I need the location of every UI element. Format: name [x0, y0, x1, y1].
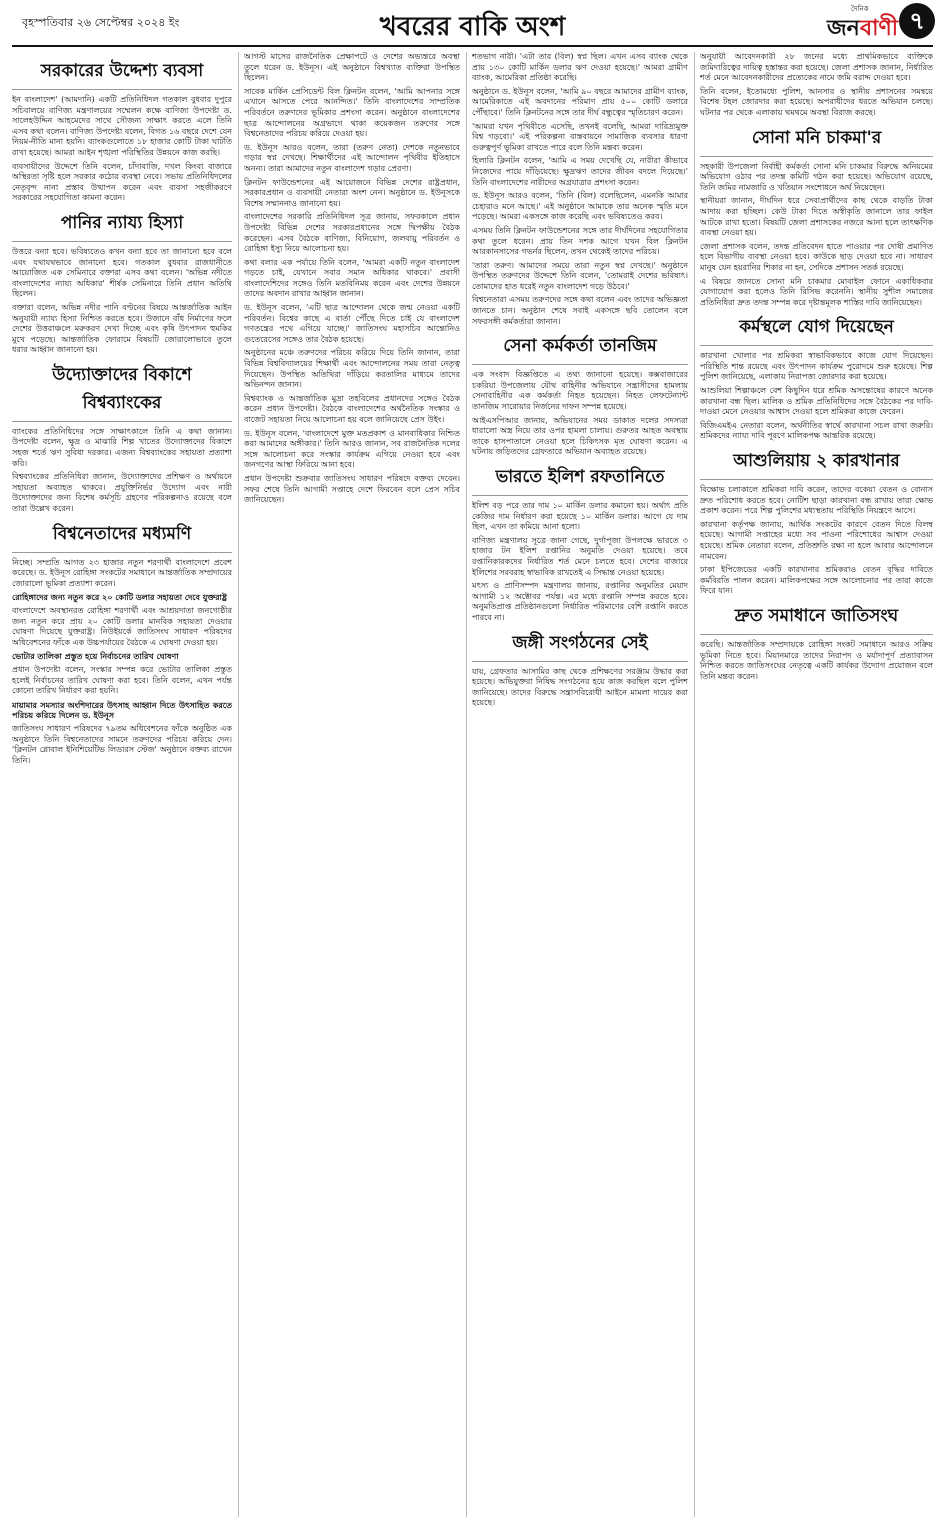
article-paragraph: ড. ইউনূস আরও বলেন, তারা (তরুণ নেতা) দেশকে নতুনভাবে গড়ার স্বপ্ন দেখছে। শিক্ষার্থীদের এই আন্দোলন পৃথিবীর ইতিহাসে অনন্য। তারা আমাদের নতুন বাংলাদেশ গড়ার প্রেরণা। — [244, 142, 460, 173]
column-1 — [12, 52, 232, 1517]
headline-ashulia-factories: আশুলিয়ায় ২ কারখানার — [700, 448, 933, 480]
article-paragraph: এ বিষয়ে জানতে সোনা মনি চাকমার মোবাইল ফোনে একাধিকবার যোগাযোগ করা হলেও তিনি রিসিভ করেননি। স্থানীয় সুশীল সমাজের প্রতিনিধিরা দ্রুত তদন্ত সম্পন্ন করে দৃষ্টান্তমূলক শাস্তির দাবি জানিয়েছেন। — [700, 276, 933, 307]
article-paragraph: বিশ্বব্যাংকের প্রতিনিধিরা জানান, উদ্যোক্তাদের প্রশিক্ষণ ও অর্থায়নে সহায়তা অব্যাহত থাকবে। প্রযুক্তিনির্ভর উদ্যোগ এবং নারী উদ্যোক্তাদের জন্য বিশেষ কর্মসূচি গ্রহণের পরিকল্পনাও রয়েছে বলে তারা উল্লেখ করেন। — [12, 472, 232, 514]
article-paragraph: ড. ইউনূস বলেন, 'বাংলাদেশে মুক্ত মতপ্রকাশ ও মানবাধিকার নিশ্চিত করা আমাদের অঙ্গীকার।' তিনি আরও জানান, সব রাজনৈতিক দলের সঙ্গে আলোচনা করে সংস্কার কার্যক্রম এগিয়ে নেওয়া হবে এবং জনগণের আস্থা ফিরিয়ে আনা হবে। — [244, 428, 460, 470]
article-paragraph: প্রধান উপদেষ্টা বলেন, সংস্কার সম্পন্ন করে ভোটার তালিকা প্রস্তুত হলেই নির্বাচনের তারিখ ঘোষণা করা হবে। তিনি বলেন, এখন পর্যন্ত কোনো তারিখ নির্ধারণ করা হয়নি। — [12, 664, 232, 696]
article-paragraph: তিনি বলেন, ইতোমধ্যে পুলিশ, আনসার ও স্থানীয় প্রশাসনের সমন্বয়ে বিশেষ টহল জোরদার করা হয়েছে। অপরাধীদের ধরতে অভিযান চলছে। ঘটনার পর থেকে এলাকায় থমথমে অবস্থা বিরাজ করছে। — [700, 86, 933, 117]
article-paragraph: আশুলিয়া শিল্পাঞ্চলে বেশ কিছুদিন ধরে শ্রমিক অসন্তোষের কারণে অনেক কারখানা বন্ধ ছিল। মালিক ও শ্রমিক প্রতিনিধিদের সঙ্গে বৈঠকের পর দাবি-দাওয়া মেনে নেওয়ার আশ্বাস দেওয়া হলে শ্রমিকরা কাজে ফেরেন। — [700, 386, 933, 417]
column-divider — [238, 52, 239, 1517]
newspaper-logo — [823, 2, 935, 42]
article-paragraph: বাংলাদেশে অবস্থানরত রোহিঙ্গা শরণার্থী এবং আশ্রয়দাতা জনগোষ্ঠীর জন্য নতুন করে প্রায় ২০ কোটি ডলার মানবিক সহায়তা দেওয়ার ঘোষণা দিয়েছে যুক্তরাষ্ট্র। নিউইয়র্কে জাতিসংঘ সাধারণ পরিষদের অধিবেশনের ফাঁকে এক উচ্চপর্যায়ের বৈঠকে এ ঘোষণা দেওয়া হয়। — [12, 606, 232, 647]
article-paragraph: বক্তারা বলেন, অভিন্ন নদীর পানি বণ্টনের বিষয়ে আন্তর্জাতিক আইন অনুযায়ী ন্যায্য হিস্যা নিশ্চিত করতে হবে। উজানে বাঁধ নির্মাণের ফলে দেশের উত্তরাঞ্চলে মরুকরণ দেখা দিচ্ছে এবং কৃষি উৎপাদন হুমকির মুখে পড়েছে। আন্তর্জাতিক ফোরামে বিষয়টি জোরালোভাবে তুলে ধরার আহ্বান জানানো হয়। — [12, 302, 232, 355]
logo-tagline: দৈনিক — [851, 5, 869, 13]
article-paragraph: বিজিএমইএ নেতারা বলেন, অর্থনীতির স্বার্থে কারখানা সচল রাখা জরুরি। শ্রমিকদের ন্যায্য দাবি পূরণে মালিকপক্ষ আন্তরিক রয়েছে। — [700, 420, 933, 441]
headline-entrepreneurs-worldbank: উদ্যোক্তাদের বিকাশে বিশ্বব্যাংকের — [12, 362, 232, 422]
article-paragraph: কথা বলার এক পর্যায়ে তিনি বলেন, 'আমরা একটি নতুন বাংলাদেশ গড়তে চাই, যেখানে সবার সমান অধিকার থাকবে।' প্রবাসী বাংলাদেশিদের সঙ্গেও তিনি মতবিনিময় করেন এবং দেশের উন্নয়নে তাদের অবদান রাখার আহ্বান জানান। — [244, 257, 460, 299]
article-paragraph: আগস্ট মাসের রাজনৈতিক প্রেক্ষাপটে ও দেশের অভ্যন্তরে অবস্থা তুলে ধরেন ড. ইউনূস। এই অনুষ্ঠানে বিশ্বখ্যাত ব্যক্তিরা উপস্থিত ছিলেন। — [244, 52, 460, 83]
article-paragraph: বাংলাদেশের সরকারি প্রতিনিধিদল সূত্র জানায়, সফরকালে প্রধান উপদেষ্টা বিভিন্ন দেশের সরকারপ্রধানের সঙ্গে দ্বিপক্ষীয় বৈঠক করেছেন। এসব বৈঠকে বাণিজ্য, বিনিয়োগ, জলবায়ু পরিবর্তন ও রোহিঙ্গা ইস্যু নিয়ে আলোচনা হয়। — [244, 212, 460, 254]
article-paragraph: নিচ্ছে। সম্প্রতি আগত ২৩ হাজার নতুন শরণার্থী বাংলাদেশে প্রবেশ করেছে। ড. ইউনূস রোহিঙ্গা সংকটের সমাধানে আন্তর্জাতিক সম্প্রদায়ের জোরালো ভূমিকা প্রত্যাশা করেন। — [12, 557, 232, 588]
article-paragraph: ক্লিনটন ফাউন্ডেশনের এই আয়োজনে বিভিন্ন দেশের রাষ্ট্রপ্রধান, সরকারপ্রধান ও ব্যবসায়ী নেতারা অংশ নেন। অনুষ্ঠানে ড. ইউনূসকে বিশেষ সম্মাননাও জানানো হয়। — [244, 177, 460, 208]
article-paragraph: জেলা প্রশাসক বলেন, তদন্ত প্রতিবেদন হাতে পাওয়ার পর দোষী প্রমাণিত হলে বিভাগীয় ব্যবস্থা নেওয়া হবে। কাউকে ছাড় দেওয়া হবে না। সাধারণ মানুষ যেন হয়রানির শিকার না হন, সেদিকে প্রশাসন সতর্ক রয়েছে। — [700, 241, 933, 272]
logo-wordmark — [827, 11, 898, 48]
issue-date: বৃহস্পতিবার ২৬ সেপ্টেম্বর ২০২৪ ইং — [22, 16, 180, 29]
article-paragraph: ড. ইউনূস বলেন, 'এটি ছাত্র আন্দোলন থেকে জন্ম নেওয়া একটি পরিবর্তন। বিশ্বের কাছে এ বার্তা পৌঁছে দিতে চাই যে বাংলাদেশ গণতন্ত্রের পথে এগিয়ে যাচ্ছে।' জাতিসংঘ মহাসচিব আন্তোনিও গুতেরেসের সঙ্গেও তার বৈঠক হয়েছে। — [244, 303, 460, 344]
article-paragraph: যায়, গ্রেফতার আসামির কাছ থেকে প্রশিক্ষণের সরঞ্জাম উদ্ধার করা হয়েছে। অভিযুক্তরা নিষিদ্ধ সংগঠনের হয়ে কাজ করছিল বলে পুলিশ জানিয়েছে। তাদের বিরুদ্ধে সন্ত্রাসবিরোধী আইনে মামলা দায়ের করা হয়েছে। — [472, 666, 688, 708]
article-paragraph: কারখানা কর্তৃপক্ষ জানায়, আর্থিক সংকটের কারণে বেতন দিতে বিলম্ব হয়েছে। আগামী সপ্তাহের মধ্যে সব পাওনা পরিশোধের আশ্বাস দেওয়া হয়েছে। শ্রমিক নেতারা বলেন, প্রতিশ্রুতি রক্ষা না হলে আবার আন্দোলনে নামবেন। — [700, 519, 933, 561]
logo-right: বাণী — [859, 16, 899, 41]
article-paragraph: করেছি। আন্তর্জাতিক সম্প্রদায়কে রোহিঙ্গা সংকট সমাধানে আরও সক্রিয় ভূমিকা নিতে হবে। মিয়ানমারে তাদের নিরাপদ ও মর্যাদাপূর্ণ প্রত্যাবাসন নিশ্চিত করতে জাতিসংঘের নেতৃত্বে একটি কার্যকর উদ্যোগ প্রয়োজন বলে তিনি মন্তব্য করেন। — [700, 639, 933, 681]
column-4 — [700, 52, 933, 1517]
article-paragraph: সহকারী উপজেলা নির্বাহী কর্মকর্তা সোনা মনি চাকমার বিরুদ্ধে অনিয়মের অভিযোগ ওঠার পর তদন্ত কমিটি গঠন করা হয়েছে। অভিযোগ রয়েছে, তিনি জমির নামজারি ও খতিয়ান সংশোধনে অর্থ নিয়েছেন। — [700, 161, 933, 192]
page-number-badge: ৭ — [899, 3, 935, 39]
headline-business-purpose: সরকারের উদ্দেশ্য ব্যবসা — [12, 58, 232, 90]
headline-world-leaders: বিশ্বনেতাদের মধ্যমণি — [12, 521, 232, 553]
headline-joined-workplace: কর্মস্থলে যোগ দিয়েছেন — [700, 314, 933, 346]
article-paragraph: আইএসপিআর জানায়, অভিযানের সময় ডাকাত দলের সদস্যরা ধারালো অস্ত্র নিয়ে তার ওপর হামলা চালায়। গুরুতর আহত অবস্থায় তাকে হাসপাতালে নেওয়া হলে চিকিৎসক মৃত ঘোষণা করেন। এ ঘটনায় জড়িতদের গ্রেফতারে অভিযান অব্যাহত রয়েছে। — [472, 415, 688, 457]
article-paragraph: স্থানীয়রা জানান, দীর্ঘদিন ধরে সেবাপ্রার্থীদের কাছ থেকে বাড়তি টাকা আদায় করা হচ্ছিল। কেউ টাকা দিতে অস্বীকৃতি জানালে তার ফাইল আটকে রাখা হতো। বিষয়টি জেলা প্রশাসকের নজরে আনা হলে তাৎক্ষণিক ব্যবস্থা নেওয়া হয়। — [700, 196, 933, 238]
article-paragraph: অনুষ্ঠানে ড. ইউনূস বলেন, 'আমি ৯০ বছরে আমাদের গ্রামীণ ব্যাংক, আমেরিকাতে এই অবদানের পরিমাণ প্রায় ৫০০ কোটি ডলারে পৌঁছাবে।' তিনি ক্লিনটনের সঙ্গে তার দীর্ঘ বন্ধুত্বের স্মৃতিচারণ করেন। — [472, 86, 688, 117]
article-paragraph: অনুষ্ঠানের মঞ্চে তরুণদের পরিচয় করিয়ে দিয়ে তিনি জানান, তারা বিভিন্ন বিশ্ববিদ্যালয়ের শিক্ষার্থী এবং আন্দোলনের সময় তারা নেতৃত্ব দিয়েছেন। উপস্থিত অতিথিরা দাঁড়িয়ে করতালির মাধ্যমে তাদের অভিনন্দন জানান। — [244, 348, 460, 390]
headline-army-officer: সেনা কর্মকর্তা তানজিম — [472, 333, 688, 365]
subheading: রোহিঙ্গাদের জন্য নতুন করে ২০ কোটি ডলার সহায়তা দেবে যুক্তরাষ্ট্র — [12, 592, 227, 603]
headline-water-share: পানির ন্যায্য হিস্যা — [12, 210, 232, 242]
column-3 — [472, 52, 688, 1517]
article-paragraph: অনুযায়ী আবেদনকারী ২৮ জনের মধ্যে প্রাথমিকভাবে ব্যক্তিকে জমিদারিত্বের দায়িত্ব হস্তান্তর করা হয়েছে। জেলা প্রশাসক জানান, নির্ধারিত শর্ত মেনে আবেদনকারীদের প্রত্যেকের নামে জমি বরাদ্দ দেওয়া হবে। — [700, 52, 933, 83]
headline-sona-moni-chakma: সোনা মনি চাকমা'র — [700, 125, 933, 157]
section-title: খবরের বাকি অংশ — [379, 12, 566, 42]
article-paragraph: উত্তরে বন্যা হবে। ভবিষ্যতেও কখন বন্যা হবে তা জানানো হবে বলে এবং যথাযথভাবে জানানো হবে। গতকাল বুধবার রাজধানীতে আয়োজিত এক সেমিনারে বক্তারা এসব কথা বলেন। 'অভিন্ন নদীতে বাংলাদেশের ন্যায্য অধিকার' শীর্ষক সেমিনারে তিনি প্রধান অতিথি ছিলেন। — [12, 246, 232, 299]
column-divider — [466, 52, 467, 1517]
article-paragraph: কারখানা খোলার পর শ্রমিকরা স্বাভাবিকভাবে কাজে যোগ দিয়েছেন। পরিস্থিতি শান্ত রয়েছে এবং উৎপাদন কার্যক্রম পুরোদমে শুরু হয়েছে। শিল্প পুলিশ জানিয়েছে, এলাকায় নিরাপত্তা জোরদার করা হয়েছে। — [700, 351, 933, 382]
article-paragraph: ব্যবসায়ীদের উদ্দেশে তিনি বলেন, চাঁদাবাজি, দখল কিংবা বাজারে অস্থিরতা সৃষ্টি হলে সরকার কঠোর ব্যবস্থা নেবে। সভায় প্রতিনিধিদলের নেতৃবৃন্দ নানা প্রস্তাব উত্থাপন করেন এবং ব্যবসা সহজীকরণে সরকারের সহযোগিতা কামনা করেন। — [12, 161, 232, 203]
article-paragraph: এক সংবাদ বিজ্ঞপ্তিতে এ তথ্য জানানো হয়েছে। কক্সবাজারের চকরিয়া উপজেলায় যৌথ বাহিনীর অভিযানে সন্ত্রাসীদের হামলায় সেনাবাহিনীর এক কর্মকর্তা নিহত হয়েছেন। নিহত লেফটেন্যান্ট তানজিম সারোয়ার নির্জনের দাফন সম্পন্ন হয়েছে। — [472, 370, 688, 412]
article-paragraph: এসময় তিনি ক্লিনটন ফাউন্ডেশনের সঙ্গে তার দীর্ঘদিনের সহযোগিতার কথা তুলে ধরেন। প্রায় তিন দশক আগে যখন বিল ক্লিনটন আরকানসাসের গভর্নর ছিলেন, তখন থেকেই তাদের পরিচয়। — [472, 225, 688, 257]
headline-hilsa-export: ভারতে ইলিশ রফতানিতে — [472, 464, 688, 496]
article-paragraph: সাবেক মার্কিন প্রেসিডেন্ট বিল ক্লিনটন বলেন, 'আমি আপনার সঙ্গে এখানে আসতে পেরে আনন্দিত।' তিনি বাংলাদেশের সাম্প্রতিক পরিবর্তনে তরুণদের ভূমিকার প্রশংসা করেন। অনুষ্ঠানে বাংলাদেশের ছাত্র আন্দোলনের অগ্রভাগে থাকা কয়েকজন তরুণের সঙ্গে বিশ্বনেতাদের পরিচয় করিয়ে দেওয়া হয়। — [244, 86, 460, 139]
subheading: মায়ামার সমস্যার অংশিদারের উৎসাহ আহ্বান দিতে উৎসাহিত করতে পরিচয় করিয়ে দিলেন ড. ইউনূস — [12, 699, 232, 721]
article-paragraph: বিশ্বব্যাংক ও আন্তর্জাতিক মুদ্রা তহবিলের প্রধানদের সঙ্গেও বৈঠক করেন প্রধান উপদেষ্টা। বৈঠকে বাংলাদেশের অর্থনৈতিক সংস্কার ও বাজেট সহায়তা নিয়ে আলোচনা হয় বলে জানিয়েছে প্রেস উইং। — [244, 393, 460, 424]
headline-un-quick-solution: দ্রুত সমাধানে জাতিসংঘ — [700, 603, 933, 635]
subheading: ভোটার তালিকা প্রস্তুত হয়ে নির্বাচনের তারিখ ঘোষণা — [12, 651, 179, 662]
article-paragraph: শতভাগ নারী। 'এটা তার (বিল) স্বপ্ন ছিল। এখন এসব ব্যাংক থেকে প্রায় ১৩০ কোটি মার্কিন ডলার ঋণ দেওয়া হয়েছে।' আমরা গ্রামীণ ব্যাংক, আমেরিকা প্রতিষ্ঠা করেছি। — [472, 52, 688, 83]
article-paragraph: হিলারি ক্লিনটন বলেন, 'আমি এ সময় দেখেছি যে, নারীরা কীভাবে নিজেদের পায়ে দাঁড়িয়েছে। ক্ষুদ্রঋণ তাদের জীবন বদলে দিয়েছে।' তিনি বাংলাদেশের নারীদের অগ্রযাত্রার প্রশংসা করেন। — [472, 156, 688, 187]
article-paragraph: ড. ইউনূস আরও বলেন, 'তিনি (বিল) বলেছিলেন, এমনকি আমার চেহারাও মনে আছে।' এই অনুষ্ঠানে আমাকে তার অনেক স্মৃতি মনে পড়েছে। আমরা একসঙ্গে কাজ করেছি এবং ভবিষ্যতেও করব। — [472, 191, 688, 222]
article-paragraph: ব্যাংকের প্রতিনিধিদের সঙ্গে সাক্ষাৎকালে তিনি এ কথা জানান। উপদেষ্টা বলেন, ক্ষুদ্র ও মাঝারি শিল্প খাতের উদ্যোক্তাদের বিকাশে সহজ শর্তে ঋণ সুবিধা দরকার। এজন্য বিশ্বব্যাংকের সহায়তা প্রত্যাশা করি। — [12, 426, 232, 468]
article-paragraph: ইলিশ বড় পরে তার দাম ১০ মার্কিন ডলার কমানো হয়। অর্থাৎ প্রতি কেজির দাম নির্ধারণ করা হয়েছে ১০ মার্কিন ডলার। আগে যে দাম ছিল, এখন তা কমিয়ে আনা হলো। — [472, 501, 688, 532]
article-paragraph: প্রধান উপদেষ্টা শুক্রবার জাতিসংঘ সাধারণ পরিষদে বক্তব্য দেবেন। সফর শেষে তিনি আগামী সপ্তাহে দেশে ফিরবেন বলে প্রেস সচিব জানিয়েছেন। — [244, 473, 460, 505]
article-paragraph: বিক্ষোভ চলাকালে শ্রমিকরা দাবি করেন, তাদের বকেয়া বেতন ও বোনাস দ্রুত পরিশোধ করতে হবে। নোটিশ ছাড়া কারখানা বন্ধ রাখায় তারা ক্ষোভ প্রকাশ করেন। পরে শিল্প পুলিশের মধ্যস্থতায় পরিস্থিতি নিয়ন্ত্রণে আসে। — [700, 485, 933, 516]
logo-left: জন — [827, 16, 860, 41]
article-paragraph: বিশ্বনেতারা এসময় তরুণদের সঙ্গে কথা বলেন এবং তাদের অভিজ্ঞতা জানতে চান। অনুষ্ঠান শেষে সবাই একসঙ্গে ছবি তোলেন বলে সফরসঙ্গী কর্মকর্তারা জানান। — [472, 295, 688, 326]
article-paragraph: বাণিজ্য মন্ত্রণালয় সূত্রে জানা গেছে, দুর্গাপূজা উপলক্ষে ভারতে ৩ হাজার টন ইলিশ রপ্তানির অনুমতি দেওয়া হয়েছে। তবে রপ্তানিকারকদের নির্ধারিত শর্ত মেনে চলতে হবে। দেশের বাজারে ইলিশের সরবরাহ স্বাভাবিক রাখতেই এ সিদ্ধান্ত নেওয়া হয়েছে। — [472, 535, 688, 577]
headline-militant-group: জঙ্গী সংগঠনের সেই — [472, 630, 688, 662]
article-paragraph: ইন বাংলাদেশ' (আমদানি) একটি প্রতিনিধিদল গতকাল বুধবার দুপুরে সচিবালয়ে বাণিজ্য মন্ত্রণালয়ের সম্মেলন কক্ষে বাণিজ্য উপদেষ্টা ড. সালেহউদ্দিন আহমেদের সাথে সৌজন্য সাক্ষাৎ করতে এলে তিনি এসব কথা বলেন। বাণিজ্য উপদেষ্টা বলেন, বিগত ১৬ বছরে দেশে যেন নিয়ম-নীতি মানা হয়নি। ব্যাংকগুলোতে ১৮ হাজার কোটি টাকা ঘাটতি রাখা হয়েছে। আমরা আইন শৃঙ্খলা পরিস্থিতির উন্নয়নে কাজ করছি। — [12, 95, 232, 157]
header-rule — [12, 45, 933, 47]
column-2 — [244, 52, 460, 1517]
column-divider — [694, 52, 695, 1517]
page-header — [0, 0, 945, 42]
article-paragraph: 'আমরা যখন পৃথিবীতে এসেছি, তখনই বলেছি, আমরা দারিদ্র্যমুক্ত বিশ্ব গড়বো।' এই পরিকল্পনা বাস্তবায়নে সামাজিক ব্যবসার ধারণা গুরুত্বপূর্ণ ভূমিকা রাখতে পারে বলে তিনি মন্তব্য করেন। — [472, 121, 688, 152]
article-paragraph: জাতিসংঘ সাধারণ পরিষদের ৭৯তম অধিবেশনের ফাঁকে অনুষ্ঠিত এক অনুষ্ঠানে তিনি বিশ্বনেতাদের সামনে তরুণদের পরিচয় করিয়ে দেন। 'ক্লিনটন গ্লোবাল ইনিশিয়েটিভ লিডারস স্টেজ' অনুষ্ঠানে বক্তব্য রাখেন তিনি। — [12, 723, 232, 765]
article-paragraph: ঢাকা ইপিজেডের একটি কারখানার শ্রমিকরাও বেতন বৃদ্ধির দাবিতে কর্মবিরতি পালন করেন। মালিকপক্ষের সঙ্গে আলোচনার পর তারা কাজে ফিরে যান। — [700, 565, 933, 596]
article-paragraph: 'তারা তরুণ। আমাদের সময়ে তারা নতুন স্বপ্ন দেখছে।' অনুষ্ঠানে উপস্থিত তরুণদের উদ্দেশে তিনি বলেন, 'তোমরাই দেশের ভবিষ্যৎ। তোমাদের হাত ধরেই নতুন বাংলাদেশ গড়ে উঠবে।' — [472, 260, 688, 291]
article-paragraph: মৎস্য ও প্রাণিসম্পদ মন্ত্রণালয় জানায়, রপ্তানির অনুমতির মেয়াদ আগামী ১২ অক্টোবর পর্যন্ত। এর মধ্যে রপ্তানি সম্পন্ন করতে হবে। অনুমতিপ্রাপ্ত প্রতিষ্ঠানগুলো নির্ধারিত পরিমাণের বেশি রপ্তানি করতে পারবে না। — [472, 581, 688, 622]
